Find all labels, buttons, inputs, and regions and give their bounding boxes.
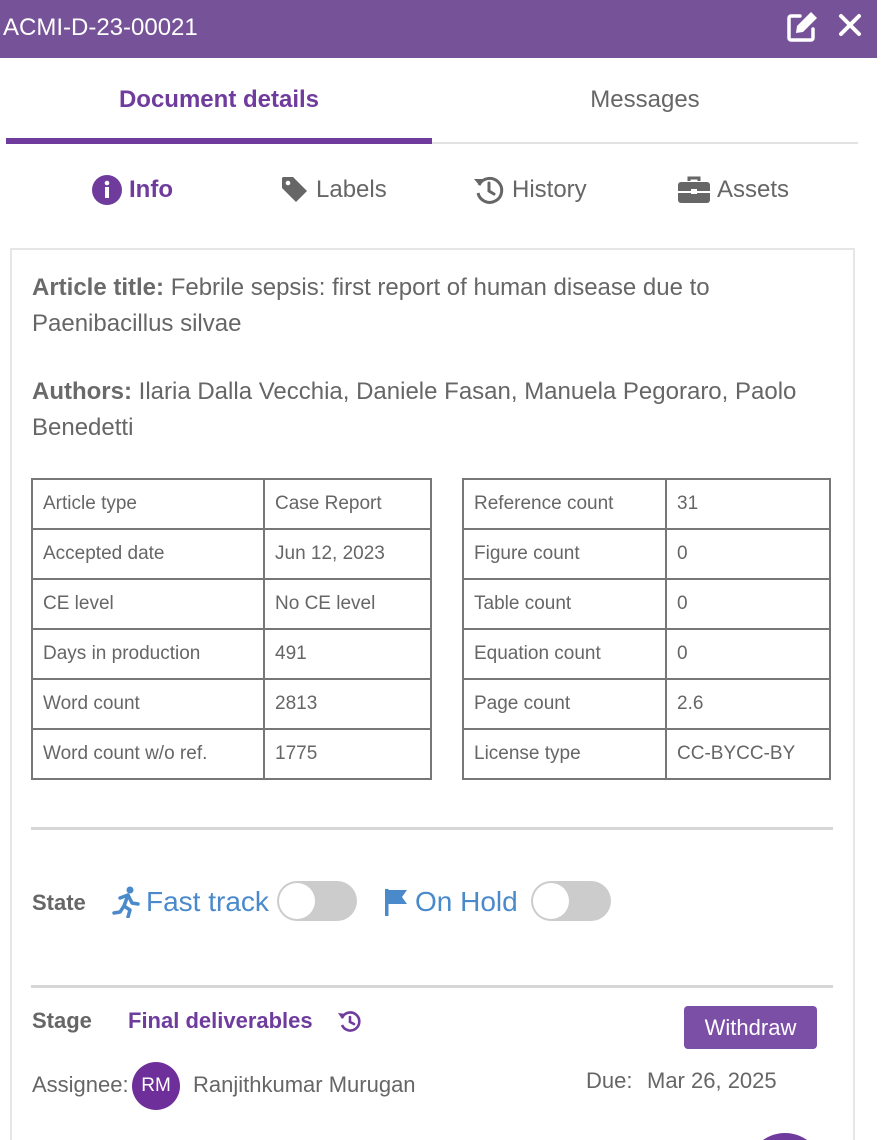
state-label: State bbox=[32, 890, 86, 915]
table-cell-value: 0 bbox=[666, 629, 830, 679]
flag-icon bbox=[383, 887, 409, 917]
tab-messages[interactable]: Messages bbox=[590, 86, 700, 113]
table-cell-value: 31 bbox=[666, 479, 830, 529]
stage-label: Stage bbox=[32, 1008, 92, 1033]
table-cell-value: 2813 bbox=[264, 679, 431, 729]
tag-icon bbox=[280, 175, 310, 205]
close-icon[interactable] bbox=[836, 11, 864, 39]
table-cell-value: 491 bbox=[264, 629, 431, 679]
assignee-name: Ranjithkumar Murugan bbox=[193, 1072, 416, 1097]
table-cell-key: Article type bbox=[32, 479, 264, 529]
toggle-knob bbox=[533, 883, 569, 919]
assignee-label: Assignee: bbox=[32, 1072, 129, 1097]
table-cell-key: Word count w/o ref. bbox=[32, 729, 264, 779]
article-title bbox=[32, 270, 832, 342]
tab-document-details[interactable]: Document details bbox=[6, 58, 432, 142]
subtab-history-label: History bbox=[512, 176, 587, 203]
table-row bbox=[463, 729, 830, 779]
running-person-icon bbox=[112, 886, 140, 918]
stage-history-icon[interactable] bbox=[337, 1009, 363, 1035]
fast-track-label: Fast track bbox=[146, 886, 269, 917]
due-date: Mar 26, 2025 bbox=[647, 1068, 777, 1093]
document-id: ACMI-D-23-00021 bbox=[3, 14, 198, 41]
stage-value: Final deliverables bbox=[128, 1008, 313, 1033]
section-divider bbox=[31, 985, 833, 988]
subtab-labels-label: Labels bbox=[316, 176, 387, 203]
on-hold-label: On Hold bbox=[415, 886, 518, 917]
title-bar bbox=[0, 0, 877, 58]
briefcase-icon bbox=[677, 175, 711, 205]
fast-track-flag bbox=[112, 880, 269, 924]
table-row bbox=[463, 629, 830, 679]
table-cell-key: Page count bbox=[463, 679, 666, 729]
table-row bbox=[463, 479, 830, 529]
table-row bbox=[463, 579, 830, 629]
table-cell-value: 1775 bbox=[264, 729, 431, 779]
table-row bbox=[463, 679, 830, 729]
article-authors bbox=[32, 374, 832, 446]
subtab-info[interactable] bbox=[91, 160, 173, 220]
main-tabs bbox=[6, 58, 858, 144]
table-row bbox=[32, 629, 431, 679]
section-divider bbox=[31, 827, 833, 830]
table-cell-key: CE level bbox=[32, 579, 264, 629]
table-cell-value: CC-BYCC-BY bbox=[666, 729, 830, 779]
withdraw-button[interactable]: Withdraw bbox=[684, 1006, 817, 1049]
subtab-assets-label: Assets bbox=[717, 176, 790, 203]
table-cell-key: Word count bbox=[32, 679, 264, 729]
table-cell-value: 2.6 bbox=[666, 679, 830, 729]
table-cell-value: Jun 12, 2023 bbox=[264, 529, 431, 579]
table-cell-key: License type bbox=[463, 729, 666, 779]
edit-icon[interactable] bbox=[784, 9, 820, 45]
on-hold-flag bbox=[383, 880, 518, 924]
table-cell-key: Accepted date bbox=[32, 529, 264, 579]
table-row bbox=[463, 529, 830, 579]
toggle-knob bbox=[279, 883, 315, 919]
table-cell-value: Case Report bbox=[264, 479, 431, 529]
due-label: Due: bbox=[586, 1068, 633, 1093]
table-cell-key: Reference count bbox=[463, 479, 666, 529]
table-row bbox=[32, 529, 431, 579]
table-row bbox=[32, 479, 431, 529]
table-cell-value: 0 bbox=[666, 529, 830, 579]
window-edge bbox=[877, 0, 882, 58]
info-circle-icon bbox=[91, 174, 123, 206]
subtab-labels[interactable] bbox=[280, 160, 387, 220]
table-cell-key: Equation count bbox=[463, 629, 666, 679]
article-info-table-left bbox=[31, 478, 432, 780]
fast-track-toggle[interactable] bbox=[277, 881, 357, 921]
subtab-info-label: Info bbox=[129, 176, 173, 203]
history-icon bbox=[472, 173, 506, 207]
authors-label: Authors: bbox=[32, 378, 132, 405]
table-cell-key: Days in production bbox=[32, 629, 264, 679]
table-row bbox=[32, 579, 431, 629]
table-cell-key: Table count bbox=[463, 579, 666, 629]
avatar: RM bbox=[132, 1062, 180, 1110]
table-cell-value: No CE level bbox=[264, 579, 431, 629]
on-hold-toggle[interactable] bbox=[531, 881, 611, 921]
sub-tabs bbox=[0, 160, 882, 220]
subtab-history[interactable] bbox=[472, 160, 587, 220]
authors-value: Ilaria Dalla Vecchia, Daniele Fasan, Manuela Pegoraro, Paolo Benedetti bbox=[32, 378, 797, 441]
article-title-label: Article title: bbox=[32, 274, 165, 301]
table-row bbox=[32, 729, 431, 779]
article-info-table-right bbox=[462, 478, 831, 780]
table-row bbox=[32, 679, 431, 729]
article-title-value: Febrile sepsis: first report of human disease due to Paenibacillus silvae bbox=[32, 274, 710, 337]
subtab-assets[interactable] bbox=[677, 160, 789, 220]
table-cell-value: 0 bbox=[666, 579, 830, 629]
table-cell-key: Figure count bbox=[463, 529, 666, 579]
